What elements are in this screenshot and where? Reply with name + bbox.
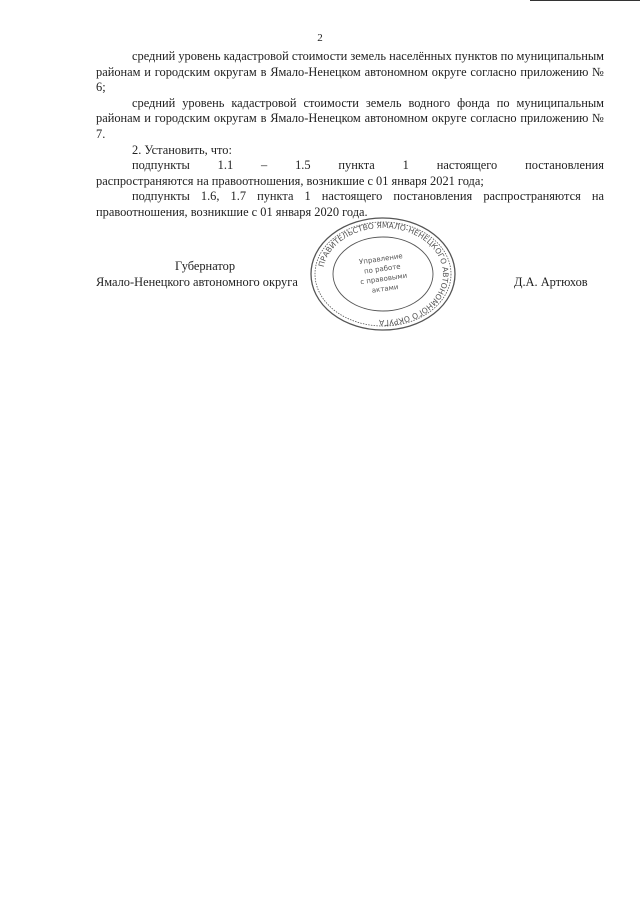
word: постановления [525, 158, 604, 173]
signatory-name: Д.А. Артюхов [514, 275, 588, 289]
official-seal-stamp [305, 215, 461, 333]
signatory-organization: Ямало-Ненецкого автономного округа [96, 275, 298, 289]
word: 1 [402, 158, 409, 173]
signatory-title: Губернатор [175, 259, 236, 273]
word: пункта [338, 158, 375, 173]
subitems-first-line [132, 158, 604, 174]
page-number: 2 [317, 32, 323, 44]
paragraph-subitems-1-6-1-7: подпункты 1.6, 1.7 пункта 1 настоящего постановления распространяются на правоотношения, возникшие с 01 января 2020 года. [96, 189, 604, 219]
paragraph-water-fund: средний уровень кадастровой стоимости земель водного фонда по муниципальным районам и городским округам в Ямало-Ненецком автономном округе согласно приложению № 7. [96, 95, 604, 141]
top-edge-line [530, 0, 640, 1]
word: настоящего [436, 158, 498, 173]
word: 1.5 [295, 158, 311, 173]
word: подпункты [132, 158, 190, 173]
paragraph-item-2: 2. Установить, что: [132, 142, 232, 157]
word: 1.1 [217, 158, 234, 173]
seal-center-line: актами [371, 283, 399, 295]
word: – [261, 158, 268, 173]
paragraph-subitems-1-1-1-5 [96, 158, 604, 174]
subitems-continuation: распространяются на правоотношения, возникшие с 01 января 2021 года; [96, 173, 484, 188]
seal-center-line: по работе [363, 262, 402, 276]
seal-center-line: Управление [358, 252, 404, 267]
document-body [96, 49, 604, 221]
seal-ring-text: ПРАВИТЕЛЬСТВО ЯМАЛО-НЕНЕЦКОГО АВТОНОМНОГО ОКРУГА [316, 220, 451, 328]
seal-center-line: с правовыми [359, 271, 408, 287]
paragraph-populated-lands: средний уровень кадастровой стоимости земель населённых пунктов по муниципальным районам и городским округам в Ямало-Ненецком автономном округе согласно приложению № 6; [96, 49, 604, 95]
